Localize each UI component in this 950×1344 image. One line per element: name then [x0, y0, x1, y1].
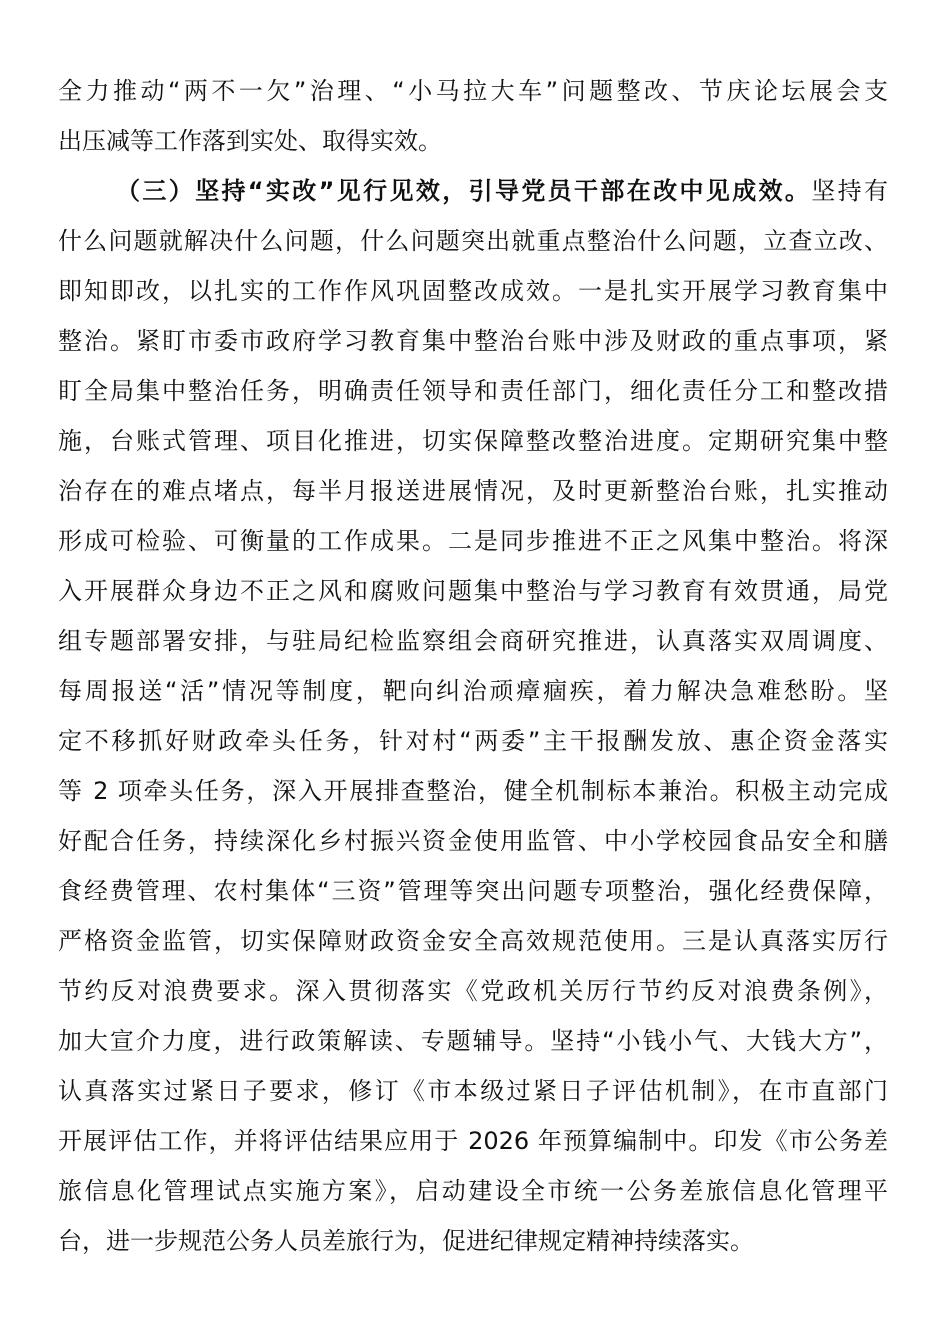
body-text-line: 每周报送“活”情况等制度，靶向纠治顽瘴痼疾，着力解决急难愁盼。坚 [58, 677, 888, 705]
body-text-line: 形成可检验、可衡量的工作成果。二是同步推进不正之风集中整治。将深 [58, 527, 888, 555]
body-text-line: 好配合任务，持续深化乡村振兴资金使用监管、中小学校园食品安全和膳 [58, 827, 888, 855]
body-text-line: 严格资金监管，切实保障财政资金安全高效规范使用。三是认真落实厉行 [58, 927, 888, 955]
body-text-line: 入开展群众身边不正之风和腐败问题集中整治与学习教育有效贯通，局党 [58, 577, 888, 605]
body-text-line: 食经费管理、农村集体“三资”管理等突出问题专项整治，强化经费保障， [58, 877, 888, 905]
body-text-line: 组专题部署安排，与驻局纪检监察组会商研究推进，认真落实双周调度、 [58, 627, 888, 655]
body-text-line: 定不移抓好财政牵头任务，针对村“两委”主干报酬发放、惠企资金落实 [58, 727, 888, 755]
body-text-line: 即知即改，以扎实的工作作风巩固整改成效。一是扎实开展学习教育集中 [58, 277, 888, 305]
body-text-line: 节约反对浪费要求。深入贯彻落实《党政机关厉行节约反对浪费条例》， [58, 977, 888, 1005]
body-text-line: 旅信息化管理试点实施方案》，启动建设全市统一公务差旅信息化管理平 [58, 1177, 888, 1205]
section-heading: （三）坚持“实改”见行见效，引导党员干部在改中见成效。 [116, 177, 812, 205]
body-text-line: 施，台账式管理、项目化推进，切实保障整改整治进度。定期研究集中整 [58, 427, 888, 455]
body-text-line: 台，进一步规范公务人员差旅行为，促进纪律规定精神持续落实。 [58, 1227, 754, 1255]
body-text-line: 全力推动“两不一欠”治理、“小马拉大车”问题整改、节庆论坛展会支 [58, 77, 888, 105]
body-text-line: 什么问题就解决什么问题，什么问题突出就重点整治什么问题，立查立改、 [58, 227, 888, 255]
body-text-line: 盯全局集中整治任务，明确责任领导和责任部门，细化责任分工和整改措 [58, 377, 888, 405]
body-text-line: 治存在的难点堵点，每半月报送进展情况，及时更新整治台账，扎实推动 [58, 477, 888, 505]
body-text-line: 加大宣介力度，进行政策解读、专题辅导。坚持“小钱小气、大钱大方”， [58, 1027, 888, 1055]
body-text-line: 整治。紧盯市委市政府学习教育集中整治台账中涉及财政的重点事项，紧 [58, 327, 888, 355]
body-text-line: 认真落实过紧日子要求，修订《市本级过紧日子评估机制》，在市直部门 [58, 1077, 888, 1105]
body-text-line: 开展评估工作，并将评估结果应用于 2026 年预算编制中。印发《市公务差 [58, 1127, 888, 1155]
body-text-line: 等 2 项牵头任务，深入开展排查整治，健全机制标本兼治。积极主动完成 [58, 777, 888, 805]
section-heading-line [58, 166, 888, 216]
body-text-fragment: 坚持有 [811, 177, 889, 205]
body-text-line: 出压减等工作落到实处、取得实效。 [58, 127, 442, 155]
document-page [58, 66, 888, 1266]
